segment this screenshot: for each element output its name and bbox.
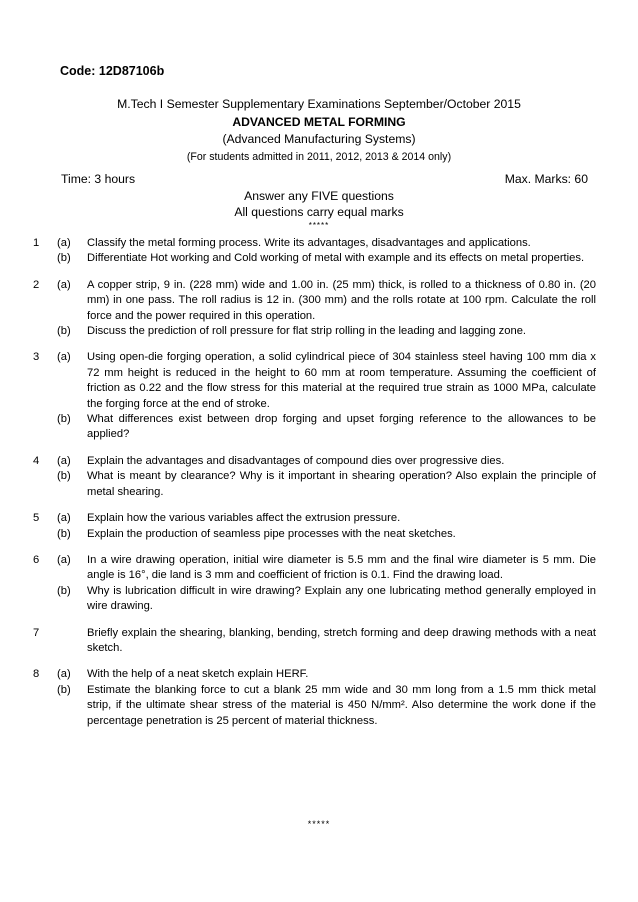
question-7 (33, 626, 596, 657)
question-text: Briefly explain the shearing, blanking, bending, stretch forming and deep drawing methods with a neat sketch. (87, 626, 596, 654)
part-label: (b) (57, 325, 71, 338)
question-text: Using open-die forging operation, a solid cylindrical piece of 304 stainless steel having 100 mm dia x 72 mm height is reduced in the height to 60 mm at room temperature. Assuming the coefficient of friction as 0.22 and the flow stress for this material at the required true strain as 1000 MPa, calculate the forging force at the end of stroke. (87, 351, 596, 410)
question-1 (33, 236, 596, 267)
question-number (33, 469, 57, 500)
part-label: (b) (57, 413, 71, 426)
question-part (33, 553, 596, 584)
question-text: What is meant by clearance? Why is it important in shearing operation? Also explain the principle of metal shearing. (87, 470, 596, 498)
question-part (33, 236, 596, 251)
question-text: Estimate the blanking force to cut a blank 25 mm wide and 30 mm long from a 1.5 mm thick metal strip, if the ultimate shear stress of the material is 450 N/mm². Also determine the work done if the percentage penetration is 25 percent of material thickness. (87, 683, 596, 727)
question-number: 7 (33, 626, 40, 639)
question-text: Why is lubrication difficult in wire drawing? Explain any one lubricating method generally employed in wire drawing. (87, 584, 596, 613)
question-text: In a wire drawing operation, initial wire diameter is 5.5 mm and the final wire diameter is 5 mm. Die angle is 16°, die land is 3 mm and coefficient of friction is 0.1. Find the drawing load. (87, 553, 596, 582)
question-text: Explain how the various variables affect the extrusion pressure. (87, 512, 401, 525)
question-part (33, 584, 596, 615)
question-text: Classify the metal forming process. Write its advantages, disadvantages and applications. (87, 237, 531, 249)
question-text: With the help of a neat sketch explain HERF. (87, 668, 309, 681)
part-label: (b) (57, 527, 71, 540)
question-part (33, 350, 596, 412)
paper-code: Code: 12D87106b (60, 64, 165, 78)
question-number: 6 (33, 553, 40, 566)
end-separator: ***** (307, 819, 331, 829)
question-list (33, 236, 596, 740)
question-part (33, 527, 596, 542)
instruction-answer: Answer any FIVE questions (244, 189, 394, 203)
question-number (33, 683, 57, 729)
part-label: (b) (57, 683, 71, 696)
question-text: Discuss the prediction of roll pressure for flat strip rolling in the leading and lagging zone. (87, 325, 527, 338)
question-text: Explain the production of seamless pipe processes with the neat sketches. (87, 527, 456, 540)
question-part (33, 511, 596, 526)
part-label: (a) (57, 512, 71, 525)
question-text: What differences exist between drop forging and upset forging reference to the allowances to be applied? (87, 413, 596, 441)
question-6 (33, 553, 596, 615)
part-label: (b) (57, 252, 71, 265)
question-number (33, 412, 57, 443)
question-part (33, 667, 596, 682)
question-part (33, 626, 596, 657)
part-label (57, 626, 87, 657)
question-number (33, 527, 57, 542)
part-label: (a) (57, 278, 71, 291)
time-allowed: Time: 3 hours (61, 172, 136, 186)
question-part (33, 278, 596, 324)
question-number (33, 251, 57, 266)
part-label: (a) (57, 351, 71, 364)
question-number: 2 (33, 278, 40, 291)
question-number (33, 324, 57, 339)
question-3 (33, 350, 596, 442)
subject-title: ADVANCED METAL FORMING (232, 115, 406, 129)
admission-note: (For students admitted in 2011, 2012, 2013 & 2014 only) (186, 151, 452, 163)
part-label: (a) (57, 454, 71, 467)
question-number: 1 (33, 237, 40, 249)
part-label: (b) (57, 470, 71, 483)
question-part (33, 454, 596, 469)
part-label: (b) (57, 584, 71, 597)
question-part (33, 412, 596, 443)
question-part (33, 251, 596, 266)
header-separator: ***** (308, 221, 330, 230)
question-number: 5 (33, 512, 40, 525)
question-part (33, 324, 596, 339)
part-label: (a) (57, 668, 71, 681)
part-label: (a) (57, 237, 71, 249)
max-marks: Max. Marks: 60 (504, 172, 588, 186)
exam-title: M.Tech I Semester Supplementary Examinations September/October 2015 (117, 97, 521, 111)
branch-name: (Advanced Manufacturing Systems) (222, 132, 416, 146)
question-8 (33, 667, 596, 729)
question-part (33, 683, 596, 729)
question-5 (33, 511, 596, 542)
question-number: 3 (33, 351, 40, 364)
question-number: 8 (33, 668, 40, 681)
question-4 (33, 454, 596, 500)
part-label: (a) (57, 553, 71, 566)
question-2 (33, 278, 596, 340)
question-number: 4 (33, 454, 40, 467)
instruction-marks: All questions carry equal marks (234, 205, 404, 219)
question-number (33, 584, 57, 615)
question-text: Explain the advantages and disadvantages of compound dies over progressive dies. (87, 454, 505, 467)
question-text: A copper strip, 9 in. (228 mm) wide and 1.00 in. (25 mm) thick, is rolled to a thickness of 0.80 in. (20 mm) in one pass. The roll radius is 12 in. (300 mm) and the rolls rotate at 100 rpm. Calculate the roll force and the power required in this operation. (87, 278, 596, 322)
question-part (33, 469, 596, 500)
question-text: Differentiate Hot working and Cold working of metal with example and its effects on metal properties. (87, 252, 585, 265)
